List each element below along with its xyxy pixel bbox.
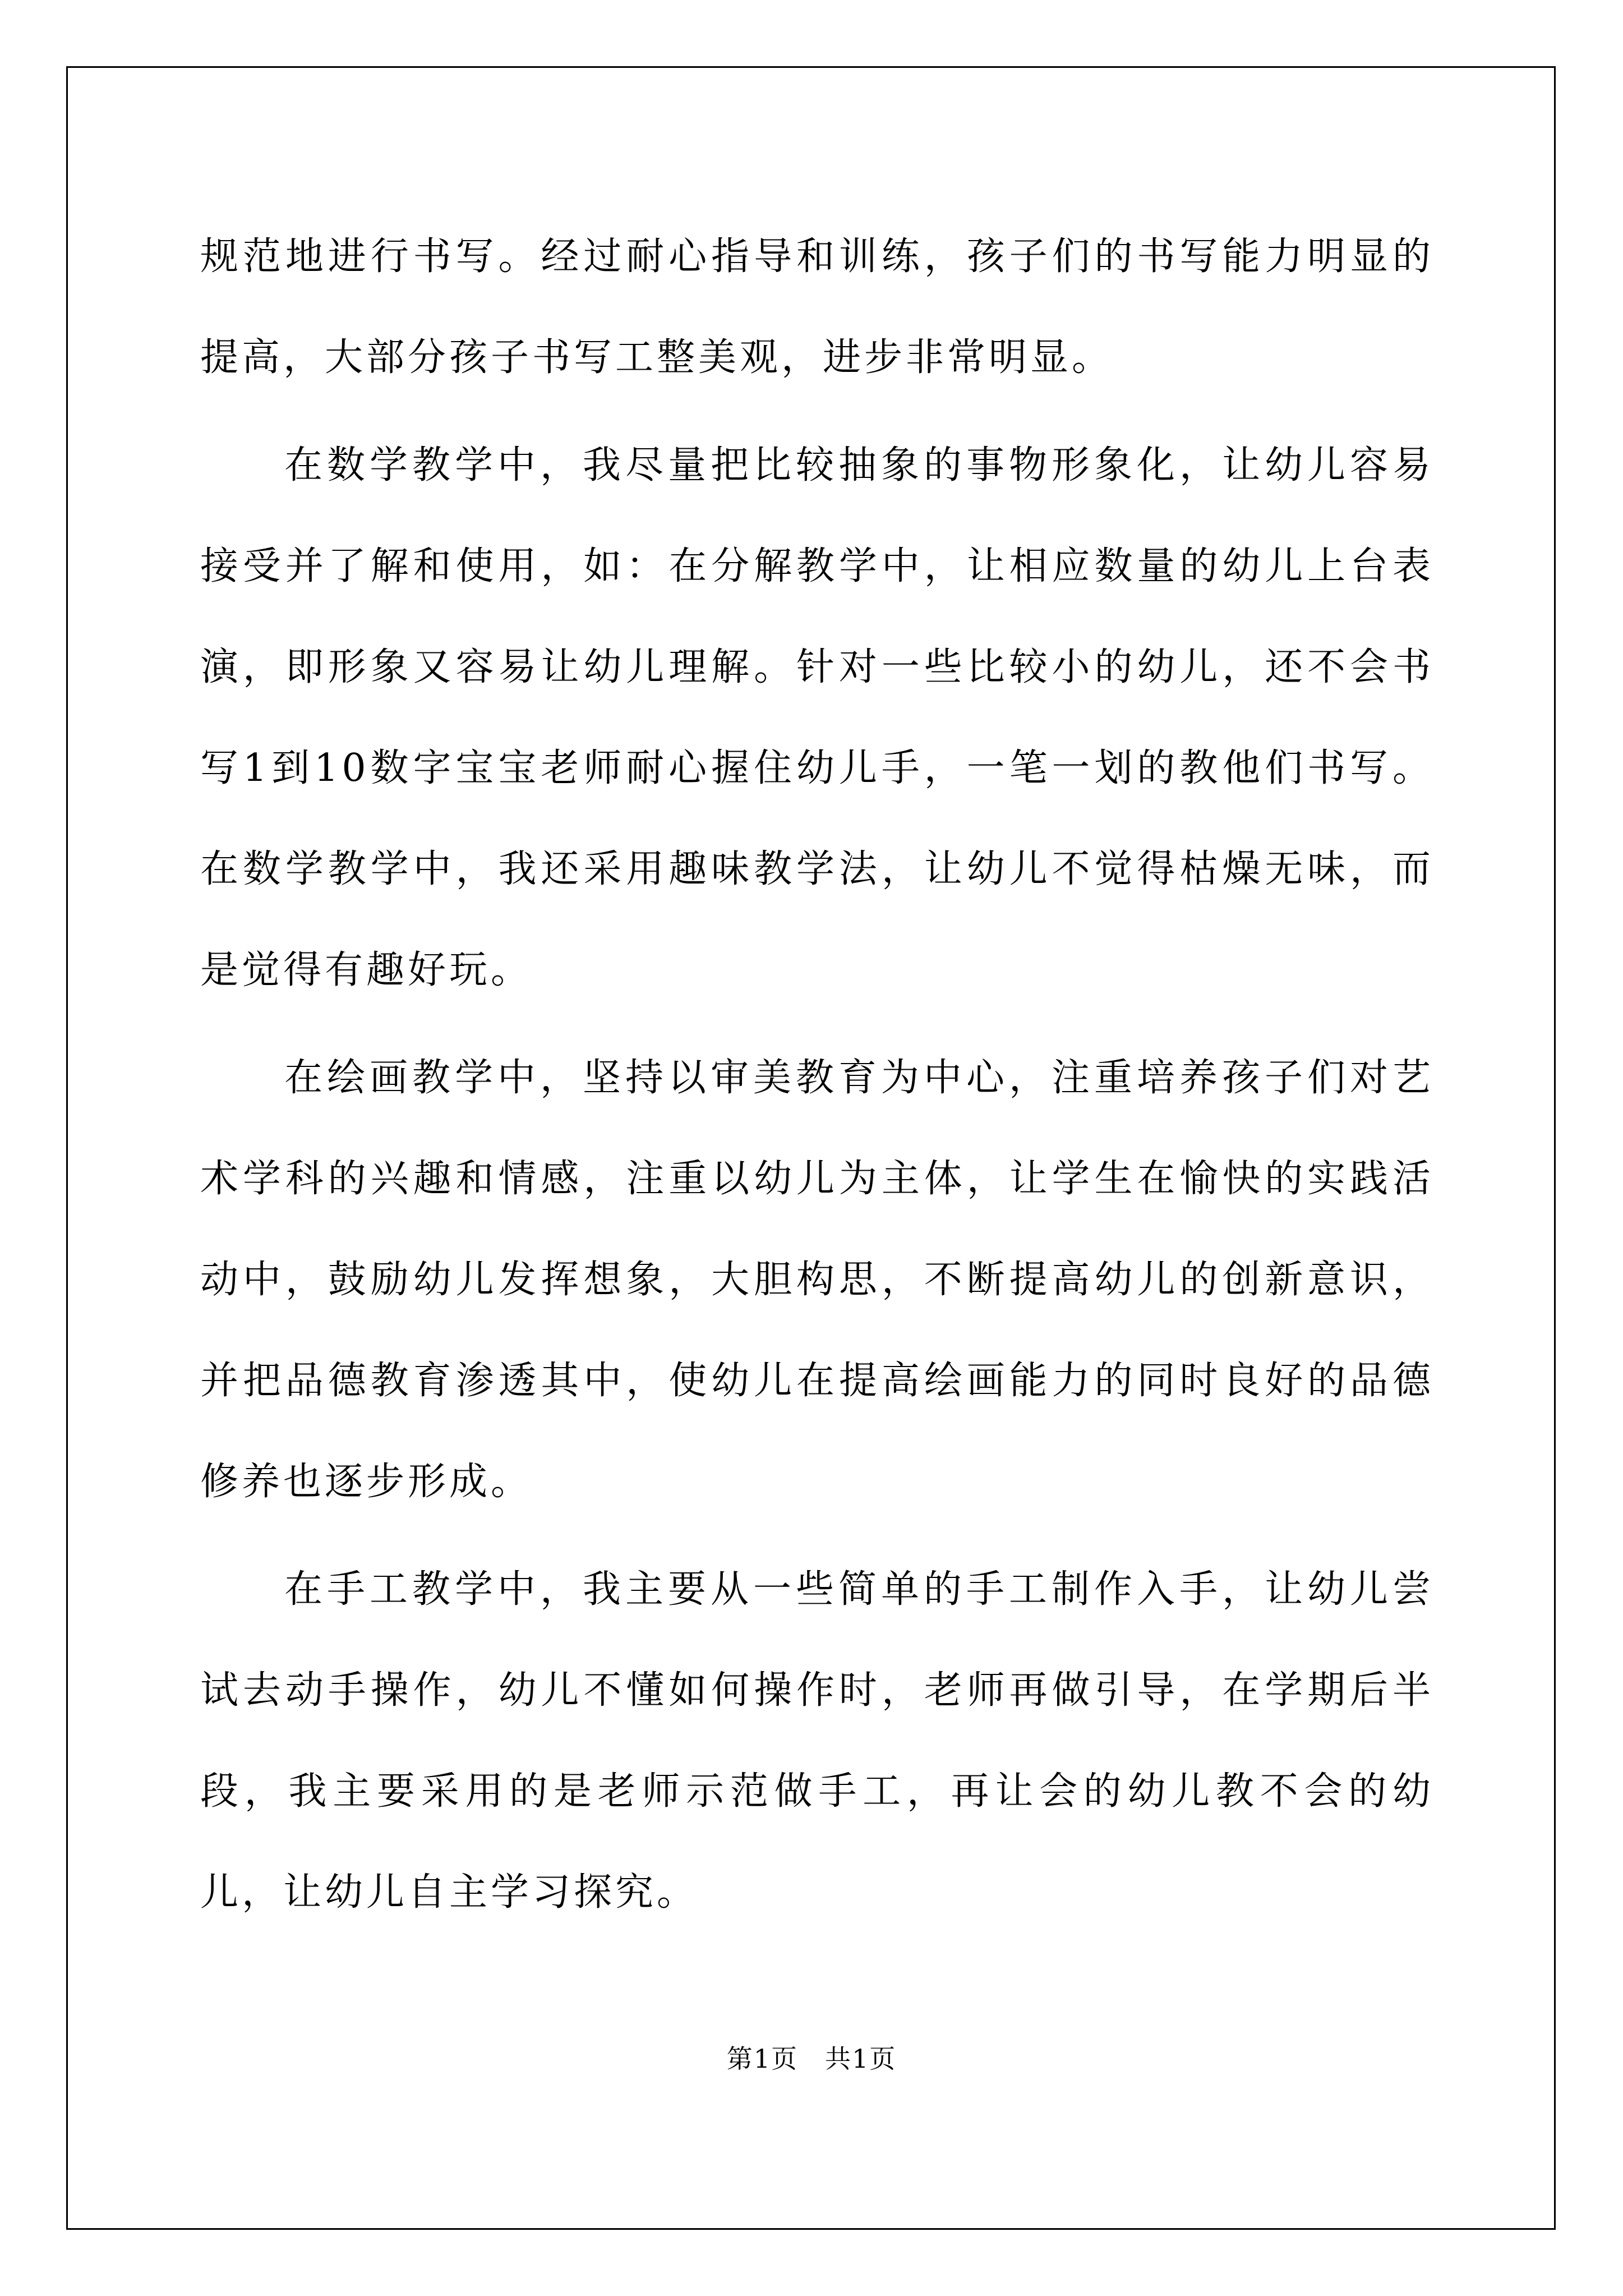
- paragraph-math-teaching: 在数学教学中，我尽量把比较抽象的事物形象化，让幼儿容易接受并了解和使用，如：在分解教学中，让相应数量的幼儿上台表演，即形象又容易让幼儿理解。针对一些比较小的幼儿，还不会书写1到10数字宝宝老师耐心握住幼儿手，一笔一划的教他们书写。在数学教学中，我还采用趣味教学法，让幼儿不觉得枯燥无味，而是觉得有趣好玩。: [200, 443, 1434, 992]
- paragraph-drawing-teaching: 在绘画教学中，坚持以审美教育为中心，注重培养孩子们对艺术学科的兴趣和情感，注重以幼儿为主体，让学生在愉快的实践活动中，鼓励幼儿发挥想象，大胆构思，不断提高幼儿的创新意识，并把品德教育渗透其中，使幼儿在提高绘画能力的同时良好的品德修养也逐步形成。: [200, 1056, 1434, 1504]
- paragraph-writing-conclusion: 规范地进行书写。经过耐心指导和训练，孩子们的书写能力明显的提高，大部分孩子书写工整美观，进步非常明显。: [200, 234, 1434, 380]
- paragraph-handcraft-teaching: 在手工教学中，我主要从一些简单的手工制作入手，让幼儿尝试去动手操作，幼儿不懂如何操作时，老师再做引导，在学期后半段，我主要采用的是老师示范做手工，再让会的幼儿教不会的幼儿，让幼儿自主学习探究。: [200, 1567, 1434, 1915]
- document-body: [200, 206, 1434, 1950]
- page-footer: 第1页 共1页: [726, 2044, 897, 2074]
